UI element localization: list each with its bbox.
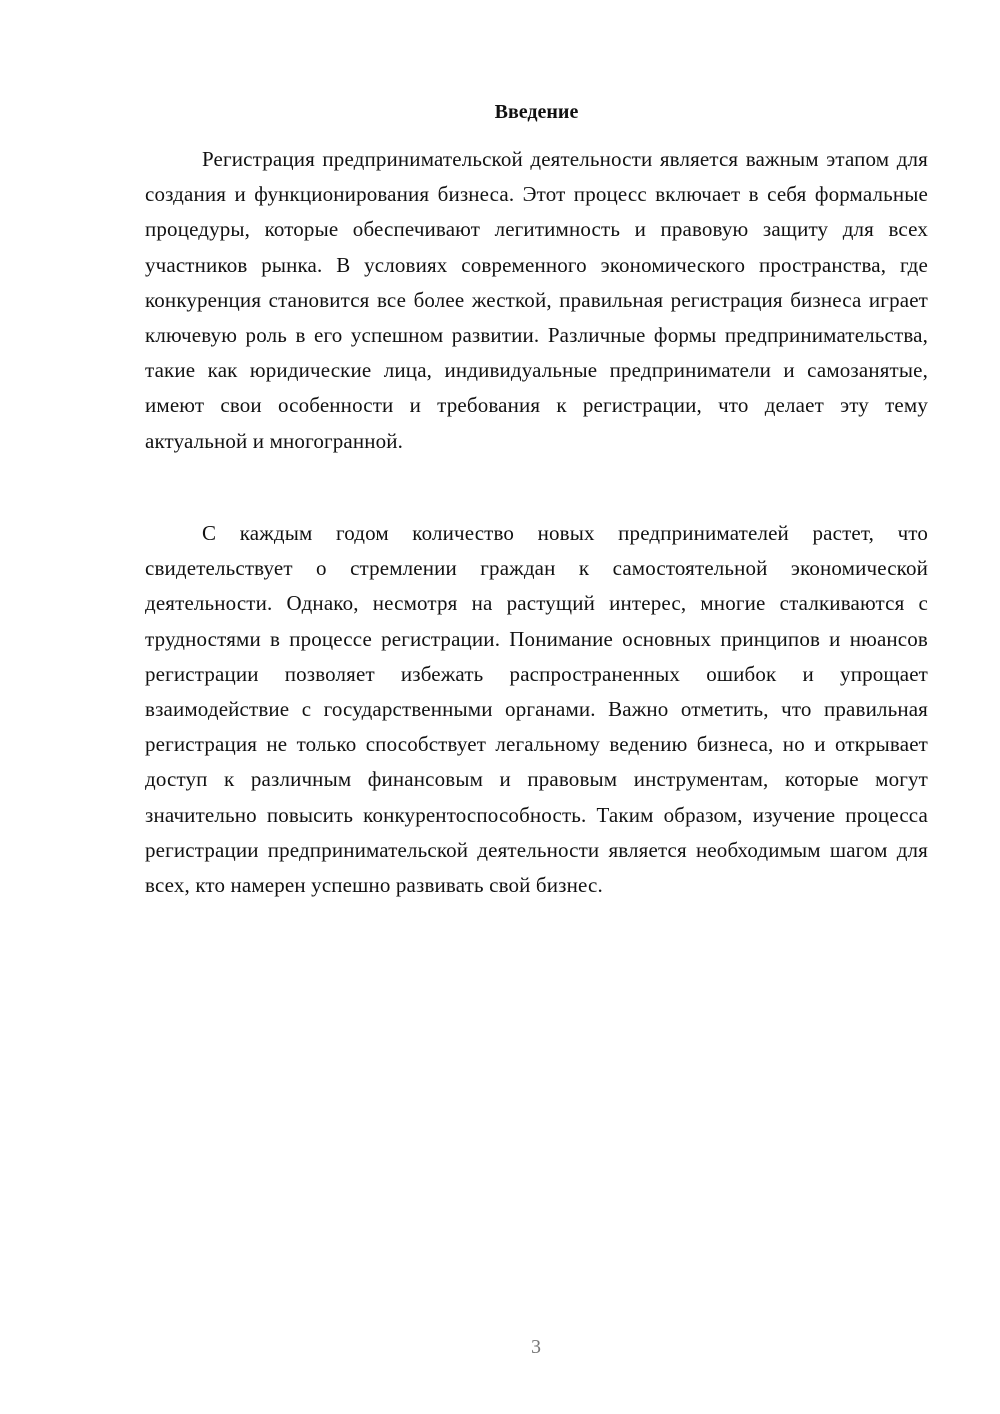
paragraph-second: С каждым годом количество новых предпринимателей растет, что свидетельствует о стремлении граждан к самостоятельной экономической деятельности. Однако, несмотря на растущий интерес, многие сталкиваются с трудностями в процессе регистрации. Понимание основных принципов и нюансов регистрации позволяет избежать распространенных ошибок и упрощает взаимодействие с государственными органами. Важно отметить, что правильная регистрация не только способствует легальному ведению бизнеса, но и открывает доступ к различным финансовым и правовым инструментам, которые могут значительно повысить конкурентоспособность. Таким образом, изучение процесса регистрации предпринимательской деятельности является необходимым шагом для всех, кто намерен успешно развивать свой бизнес. (145, 521, 928, 898)
page-number: 3 (531, 1336, 541, 1358)
paragraph-intro: Регистрация предпринимательской деятельности является важным этапом для создания и функционирования бизнеса. Этот процесс включает в себя формальные процедуры, которые обеспечивают легитимность и правовую защиту для всех участников рынка. В условиях современного экономического пространства, где конкуренция становится все более жесткой, правильная регистрация бизнеса играет ключевую роль в его успешном развитии. Различные формы предпринимательства, такие как юридические лица, индивидуальные предприниматели и самозанятые, имеют свои особенности и требования к регистрации, что делает эту тему актуальной и многогранной. (145, 147, 928, 453)
section-heading: Введение (494, 101, 579, 123)
